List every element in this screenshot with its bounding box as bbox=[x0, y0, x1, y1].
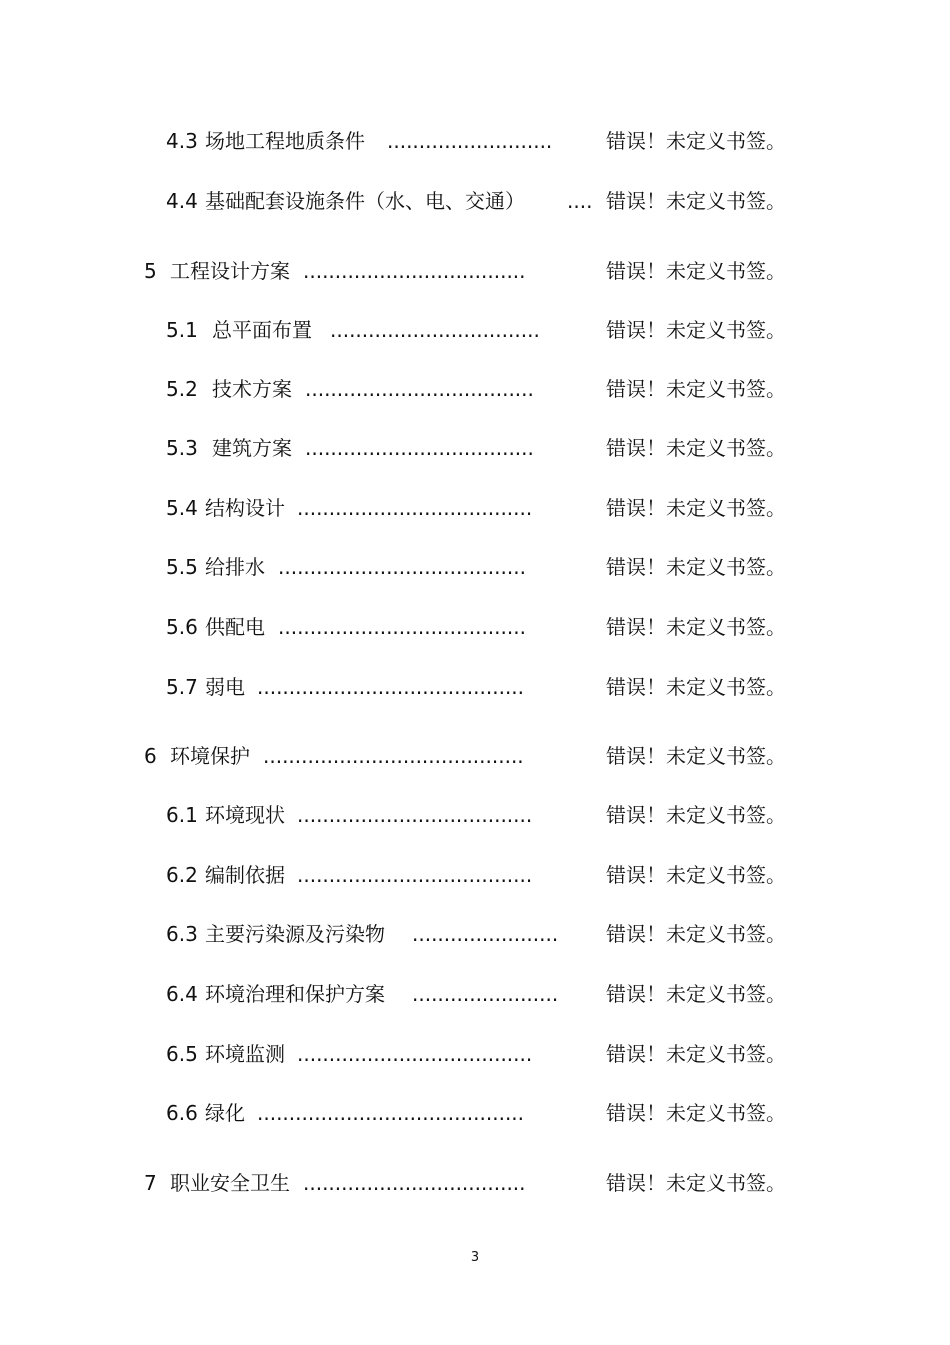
toc-leader-dots: ....................................... bbox=[278, 615, 526, 639]
toc-leader-dots: .......................................... bbox=[257, 1101, 525, 1125]
toc-leader-dots: .... bbox=[567, 189, 593, 213]
toc-entry-ref: 错误！未定义书签。 bbox=[606, 675, 786, 699]
toc-entry-ref: 错误！未定义书签。 bbox=[606, 496, 786, 520]
toc-leader-dots: .................................... bbox=[305, 436, 534, 460]
toc-leader-dots: .......................................... bbox=[257, 675, 525, 699]
toc-entry-number: 6.5 bbox=[166, 1042, 198, 1066]
toc-entry-number: 4.3 bbox=[166, 129, 198, 153]
toc-leader-dots: .......................... bbox=[387, 129, 553, 153]
toc-entry-number: 7 bbox=[144, 1171, 157, 1195]
toc-entry-title: 主要污染源及污染物 bbox=[205, 922, 385, 946]
toc-entry-5-3[interactable] bbox=[0, 433, 950, 463]
toc-entry-5-4[interactable] bbox=[0, 493, 950, 523]
toc-entry-number: 6.3 bbox=[166, 922, 198, 946]
toc-entry-title: 环境监测 bbox=[205, 1042, 285, 1066]
toc-entry-number: 6.4 bbox=[166, 982, 198, 1006]
toc-entry-ref: 错误！未定义书签。 bbox=[606, 555, 786, 579]
toc-entry-number: 5.1 bbox=[166, 318, 198, 342]
toc-leader-dots: ..................................... bbox=[297, 496, 533, 520]
toc-entry-title: 绿化 bbox=[205, 1101, 245, 1125]
toc-entry-6-1[interactable] bbox=[0, 800, 950, 830]
toc-entry-5[interactable] bbox=[0, 256, 950, 286]
toc-entry-title: 基础配套设施条件（水、电、交通） bbox=[205, 189, 525, 213]
toc-entry-number: 5.6 bbox=[166, 615, 198, 639]
toc-entry-ref: 错误！未定义书签。 bbox=[606, 189, 786, 213]
toc-entry-number: 6.2 bbox=[166, 863, 198, 887]
toc-entry-6-5[interactable] bbox=[0, 1039, 950, 1069]
toc-entry-4-4[interactable] bbox=[0, 186, 950, 216]
toc-entry-5-6[interactable] bbox=[0, 612, 950, 642]
toc-entry-number: 5 bbox=[144, 259, 157, 283]
toc-leader-dots: ..................................... bbox=[297, 863, 533, 887]
toc-entry-title: 弱电 bbox=[205, 675, 245, 699]
toc-entry-title: 结构设计 bbox=[205, 496, 285, 520]
toc-entry-number: 6.1 bbox=[166, 803, 198, 827]
toc-entry-6-2[interactable] bbox=[0, 860, 950, 890]
toc-entry-title: 环境治理和保护方案 bbox=[205, 982, 385, 1006]
toc-entry-ref: 错误！未定义书签。 bbox=[606, 863, 786, 887]
toc-entry-4-3[interactable] bbox=[0, 126, 950, 156]
toc-entry-ref: 错误！未定义书签。 bbox=[606, 1101, 786, 1125]
toc-entry-number: 5.5 bbox=[166, 555, 198, 579]
toc-leader-dots: ....................... bbox=[412, 982, 559, 1006]
toc-entry-6-3[interactable] bbox=[0, 919, 950, 949]
toc-entry-5-1[interactable] bbox=[0, 315, 950, 345]
toc-entry-title: 编制依据 bbox=[205, 863, 285, 887]
toc-leader-dots: ..................................... bbox=[297, 1042, 533, 1066]
toc-entry-title: 环境现状 bbox=[205, 803, 285, 827]
toc-entry-title: 技术方案 bbox=[212, 377, 292, 401]
toc-entry-ref: 错误！未定义书签。 bbox=[606, 377, 786, 401]
toc-entry-ref: 错误！未定义书签。 bbox=[606, 318, 786, 342]
toc-entry-7[interactable] bbox=[0, 1168, 950, 1198]
toc-leader-dots: ................................... bbox=[303, 259, 526, 283]
page-number: 3 bbox=[470, 1250, 480, 1265]
toc-leader-dots: ................................. bbox=[330, 318, 540, 342]
toc-entry-ref: 错误！未定义书签。 bbox=[606, 922, 786, 946]
toc-entry-ref: 错误！未定义书签。 bbox=[606, 982, 786, 1006]
toc-entry-ref: 错误！未定义书签。 bbox=[606, 129, 786, 153]
toc-entry-number: 6 bbox=[144, 744, 157, 768]
toc-entry-title: 给排水 bbox=[205, 555, 265, 579]
toc-leader-dots: ......................................... bbox=[263, 744, 524, 768]
toc-leader-dots: ....................... bbox=[412, 922, 559, 946]
toc-entry-number: 5.7 bbox=[166, 675, 198, 699]
toc-entry-title: 场地工程地质条件 bbox=[205, 129, 365, 153]
toc-entry-ref: 错误！未定义书签。 bbox=[606, 615, 786, 639]
toc-entry-ref: 错误！未定义书签。 bbox=[606, 1171, 786, 1195]
toc-entry-6-6[interactable] bbox=[0, 1098, 950, 1128]
toc-entry-title: 环境保护 bbox=[170, 744, 250, 768]
toc-entry-title: 工程设计方案 bbox=[170, 259, 290, 283]
toc-leader-dots: ....................................... bbox=[278, 555, 526, 579]
toc-entry-6[interactable] bbox=[0, 741, 950, 771]
toc-entry-number: 5.3 bbox=[166, 436, 198, 460]
toc-entry-5-5[interactable] bbox=[0, 552, 950, 582]
toc-leader-dots: ................................... bbox=[303, 1171, 526, 1195]
toc-entry-number: 4.4 bbox=[166, 189, 198, 213]
toc-entry-title: 职业安全卫生 bbox=[170, 1171, 290, 1195]
toc-leader-dots: ..................................... bbox=[297, 803, 533, 827]
toc-entry-title: 供配电 bbox=[205, 615, 265, 639]
toc-entry-ref: 错误！未定义书签。 bbox=[606, 744, 786, 768]
toc-entry-number: 6.6 bbox=[166, 1101, 198, 1125]
toc-entry-number: 5.4 bbox=[166, 496, 198, 520]
toc-leader-dots: .................................... bbox=[305, 377, 534, 401]
toc-entry-ref: 错误！未定义书签。 bbox=[606, 1042, 786, 1066]
toc-entry-6-4[interactable] bbox=[0, 979, 950, 1009]
toc-entry-5-2[interactable] bbox=[0, 374, 950, 404]
toc-entry-ref: 错误！未定义书签。 bbox=[606, 803, 786, 827]
toc-entry-title: 建筑方案 bbox=[212, 436, 292, 460]
toc-entry-ref: 错误！未定义书签。 bbox=[606, 436, 786, 460]
toc-entry-ref: 错误！未定义书签。 bbox=[606, 259, 786, 283]
toc-entry-5-7[interactable] bbox=[0, 672, 950, 702]
toc-entry-number: 5.2 bbox=[166, 377, 198, 401]
toc-entry-title: 总平面布置 bbox=[212, 318, 312, 342]
